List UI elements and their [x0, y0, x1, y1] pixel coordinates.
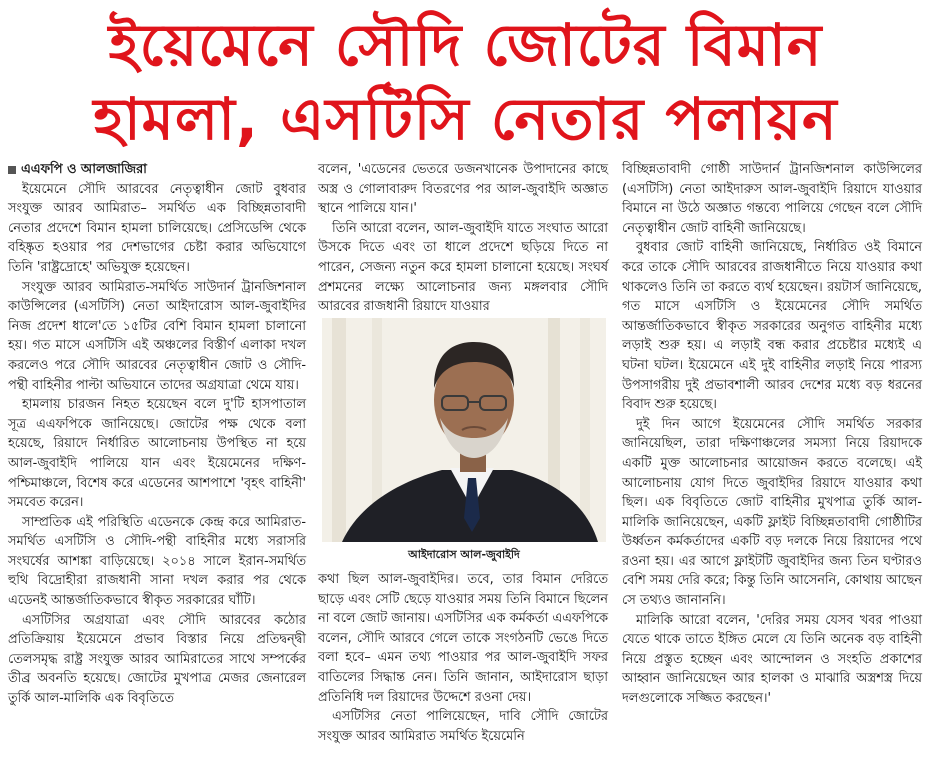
article-column-2-top	[318, 160, 608, 317]
paragraph: এসটিসির অগ্রযাত্রা এবং সৌদি আরবের কঠোর প্রতিক্রিয়ায় ইয়েমেনে প্রভাব বিস্তার নিয়ে প্রতিদ্বন্দ্বী তেলসমৃদ্ধ রাষ্ট্র সংযুক্ত আরব আমিরাতের সাথে সম্পর্কের তীব্র অবনতি হয়েছে। জোটের মুখপাত্র মেজর জেনারেল তুর্কি আল-মালিকি এক বিবৃতিতে	[8, 612, 306, 707]
article-column-1	[8, 160, 306, 709]
portrait-illustration	[322, 318, 606, 542]
headline	[0, 8, 931, 156]
paragraph: ইয়েমেনে সৌদি আরবের নেতৃত্বাধীন জোট বুধবার সংযুক্ত আরব আমিরাত– সমর্থিত এক বিচ্ছিন্নতাবাদী নেতার প্রদেশে বিমান হামলা চালিয়েছে। প্রেসিডেন্সি থেকে বহিষ্কৃত হওয়ার পর দেশভাগের চেষ্টা করার অভিযোগে তিনি 'রাষ্ট্রদ্রোহে' অভিযুক্ত হয়েছেন।	[8, 181, 306, 275]
paragraph: এসটিসির নেতা পালিয়েছেন, দাবি সৌদি জোটের সংযুক্ত আরব আমিরাত সমর্থিত ইয়েমেনি	[318, 709, 608, 744]
paragraph: কথা ছিল আল-জুবাইদির। তবে, তার বিমান দেরিতে ছাড়ে এবং সেটি ছেড়ে যাওয়ার সময় তিনি বিমানে ছিলেন না বলে জোট জানায়। এসটিসির এক কর্মকর্তা এএফপিকে বলেন, সৌদি আরবে গেলে তাকে সংগঠনটি ভেঙে দিতে বলা হবে– এমন তথ্য পাওয়ার পর আল-জুবাইদি সফর বাতিলের সিদ্ধান্ত নেন। তিনি জানান, আইদারোস ছাড়া প্রতিনিধি দল রিয়াদের উদ্দেশে রওনা দেয়।	[318, 572, 608, 705]
paragraph: দুই দিন আগে ইয়েমেনের সৌদি সমর্থিত সরকার জানিয়েছিল, তারা দক্ষিণাঞ্চলের সমস্যা নিয়ে রিয়াদকে একটি মুক্ত আলোচনার আয়োজন করতে বলেছে। এই আলোচনায় যোগ দিতে জুবাইদির রিয়াদে যাওয়ার কথা ছিল। এক বিবৃতিতে জোট বাহিনীর মুখপাত্র তুর্কি আল-মালিকি জানিয়েছেন, একটি ফ্লাইট বিচ্ছিন্নতাবাদী গোষ্ঠীটির উর্ধ্বতন কর্মকর্তাদের একটি বড় দলকে নিয়ে রিয়াদের পথে রওনা হয়। এর আগে ফ্লাইটটি জুবাইদির জন্য তিন ঘণ্টারও বেশি সময় দেরি করে; কিন্তু তিনি আসেননি, কোথায় আছেন সে তথ্যও জানাননি।	[622, 416, 922, 609]
paragraph: বিচ্ছিন্নতাবাদী গোষ্ঠী সাউদার্ন ট্রানজিশনাল কাউন্সিলের (এসটিসি) নেতা আইদারুস আল-জুবাইদি রিয়াদে যাওয়ার বিমানে না উঠে অজ্ঞাত গন্তব্যে পালিয়ে গেছেন বলে সৌদি নেতৃত্বাধীন জোট বাহিনী জানিয়েছে।	[622, 162, 922, 236]
paragraph: বলেন, 'এডেনের ভেতরে ডজনখানেক উপাদানের কাছে অস্ত্র ও গোলাবারুদ বিতরণের পর আল-জুবাইদি অজ্ঞাত স্থানে পালিয়ে যান।'	[318, 162, 608, 217]
paragraph: হামলায় চারজন নিহত হয়েছেন বলে দু'টি হাসপাতাল সূত্র এএফপিকে জানিয়েছে। জোটের পক্ষ থেকে বলা হয়েছে, রিয়াদে নির্ধারিত আলোচনায় উপস্থিত না হয়ে আল-জুবাইদি পালিয়ে যান এবং ইয়েমেনের দক্ষিণ-পশ্চিমাঞ্চলে, বিশেষ করে এডেনের আশপাশে 'বৃহৎ বাহিনী' সমবেত করেন।	[8, 397, 306, 511]
article-column-3	[622, 160, 922, 709]
bullet-square-icon	[8, 166, 16, 174]
paragraph: সংযুক্ত আরব আমিরাত-সমর্থিত সাউদার্ন ট্রানজিশনাল কাউন্সিলের (এসটিসি) নেতা আইদারোস আল-জুবাইদির নিজ প্রদেশ ধালে'তে ১৫টির বেশি বিমান হামলা চালানো হয়। গত মাসে এসটিসি এই অঞ্চলের বিস্তীর্ণ এলাকা দখল করলেও পরে সৌদি আরবের নেতৃত্বাধীন জোট ও সৌদি-পন্থী বাহিনীর পাল্টা অভিযানে তাদের অগ্রযাত্রা থেমে যায়।	[8, 279, 306, 393]
byline	[8, 160, 306, 180]
paragraph: মালিকি আরো বলেন, 'দেরির সময় যেসব খবর পাওয়া যেতে থাকে তাতে ইঙ্গিত মেলে যে তিনি অনেক বড় বাহিনী নিয়ে প্রস্তুত হচ্ছেন এবং আন্দোলন ও সংহতি প্রকাশের আহ্বান জানিয়েছেন আর হালকা ও মাঝারি অস্ত্রশস্ত্র দিয়ে দলগুলোকে সজ্জিত করছেন।'	[622, 612, 922, 707]
paragraph: তিনি আরো বলেন, আল-জুবাইদি যাতে সংঘাত আরো উসকে দিতে এবং তা ধালে প্রদেশে ছড়িয়ে দিতে না পারেন, সেজন্য নতুন করে হামলা চালানো হয়েছে। সংঘর্ষ প্রশমনের লক্ষ্যে আলোচনার জন্য মঙ্গলবার সৌদি আরবের রাজধানী রিয়াদে যাওয়ার	[318, 220, 608, 315]
paragraph: সাম্প্রতিক এই পরিস্থিতি এডেনকে কেন্দ্র করে আমিরাত-সমর্থিত এসটিসি ও সৌদি-পন্থী বাহিনীর মধ্যে সরাসরি সংঘর্ষের আশঙ্কা বাড়িয়েছে। ২০১৪ সালে ইরান-সমর্থিত হুথি বিদ্রোহীরা রাজধানী সানা দখল করার পর থেকে এডেনই আন্তর্জাতিকভাবে স্বীকৃত সরকারের ঘাঁটি।	[8, 514, 306, 609]
portrait-photo	[322, 318, 606, 542]
headline-line-2: হামলা, এসটিসি নেতার পলায়ন	[93, 85, 838, 153]
photo-caption: আইদারোস আল-জুবাইদি	[408, 548, 520, 561]
article-column-2-bottom	[318, 570, 608, 746]
paragraph: বুধবার জোট বাহিনী জানিয়েছে, নির্ধারিত ওই বিমানে করে তাকে সৌদি আরবের রাজধানীতে নিয়ে যাওয়ার কথা থাকলেও তিনি তা করতে ব্যর্থ হয়েছেন। রয়টার্স জানিয়েছে, গত মাসে এসটিসি ও ইয়েমেনের সৌদি সমর্থিত আন্তর্জাতিকভাবে স্বীকৃত সরকারের অনুগত বাহিনীর মধ্যে লড়াই শুরু হয়। এ লড়াই বন্ধ করার প্রচেষ্টার মধ্যেই এ ঘটনা ঘটল। ইয়েমেনে এই দুই বাহিনীর লড়াই নিয়ে পারস্য উপসাগরীয় দুই প্রভাবশালী আরব দেশের মধ্যে বড় ধরনের বিবাদ শুরু হয়েছে।	[622, 240, 922, 413]
byline-text: এএফপি ও আলজাজিরা	[21, 162, 147, 177]
headline-line-1: ইয়েমেনে সৌদি জোটের বিমান	[108, 11, 823, 79]
